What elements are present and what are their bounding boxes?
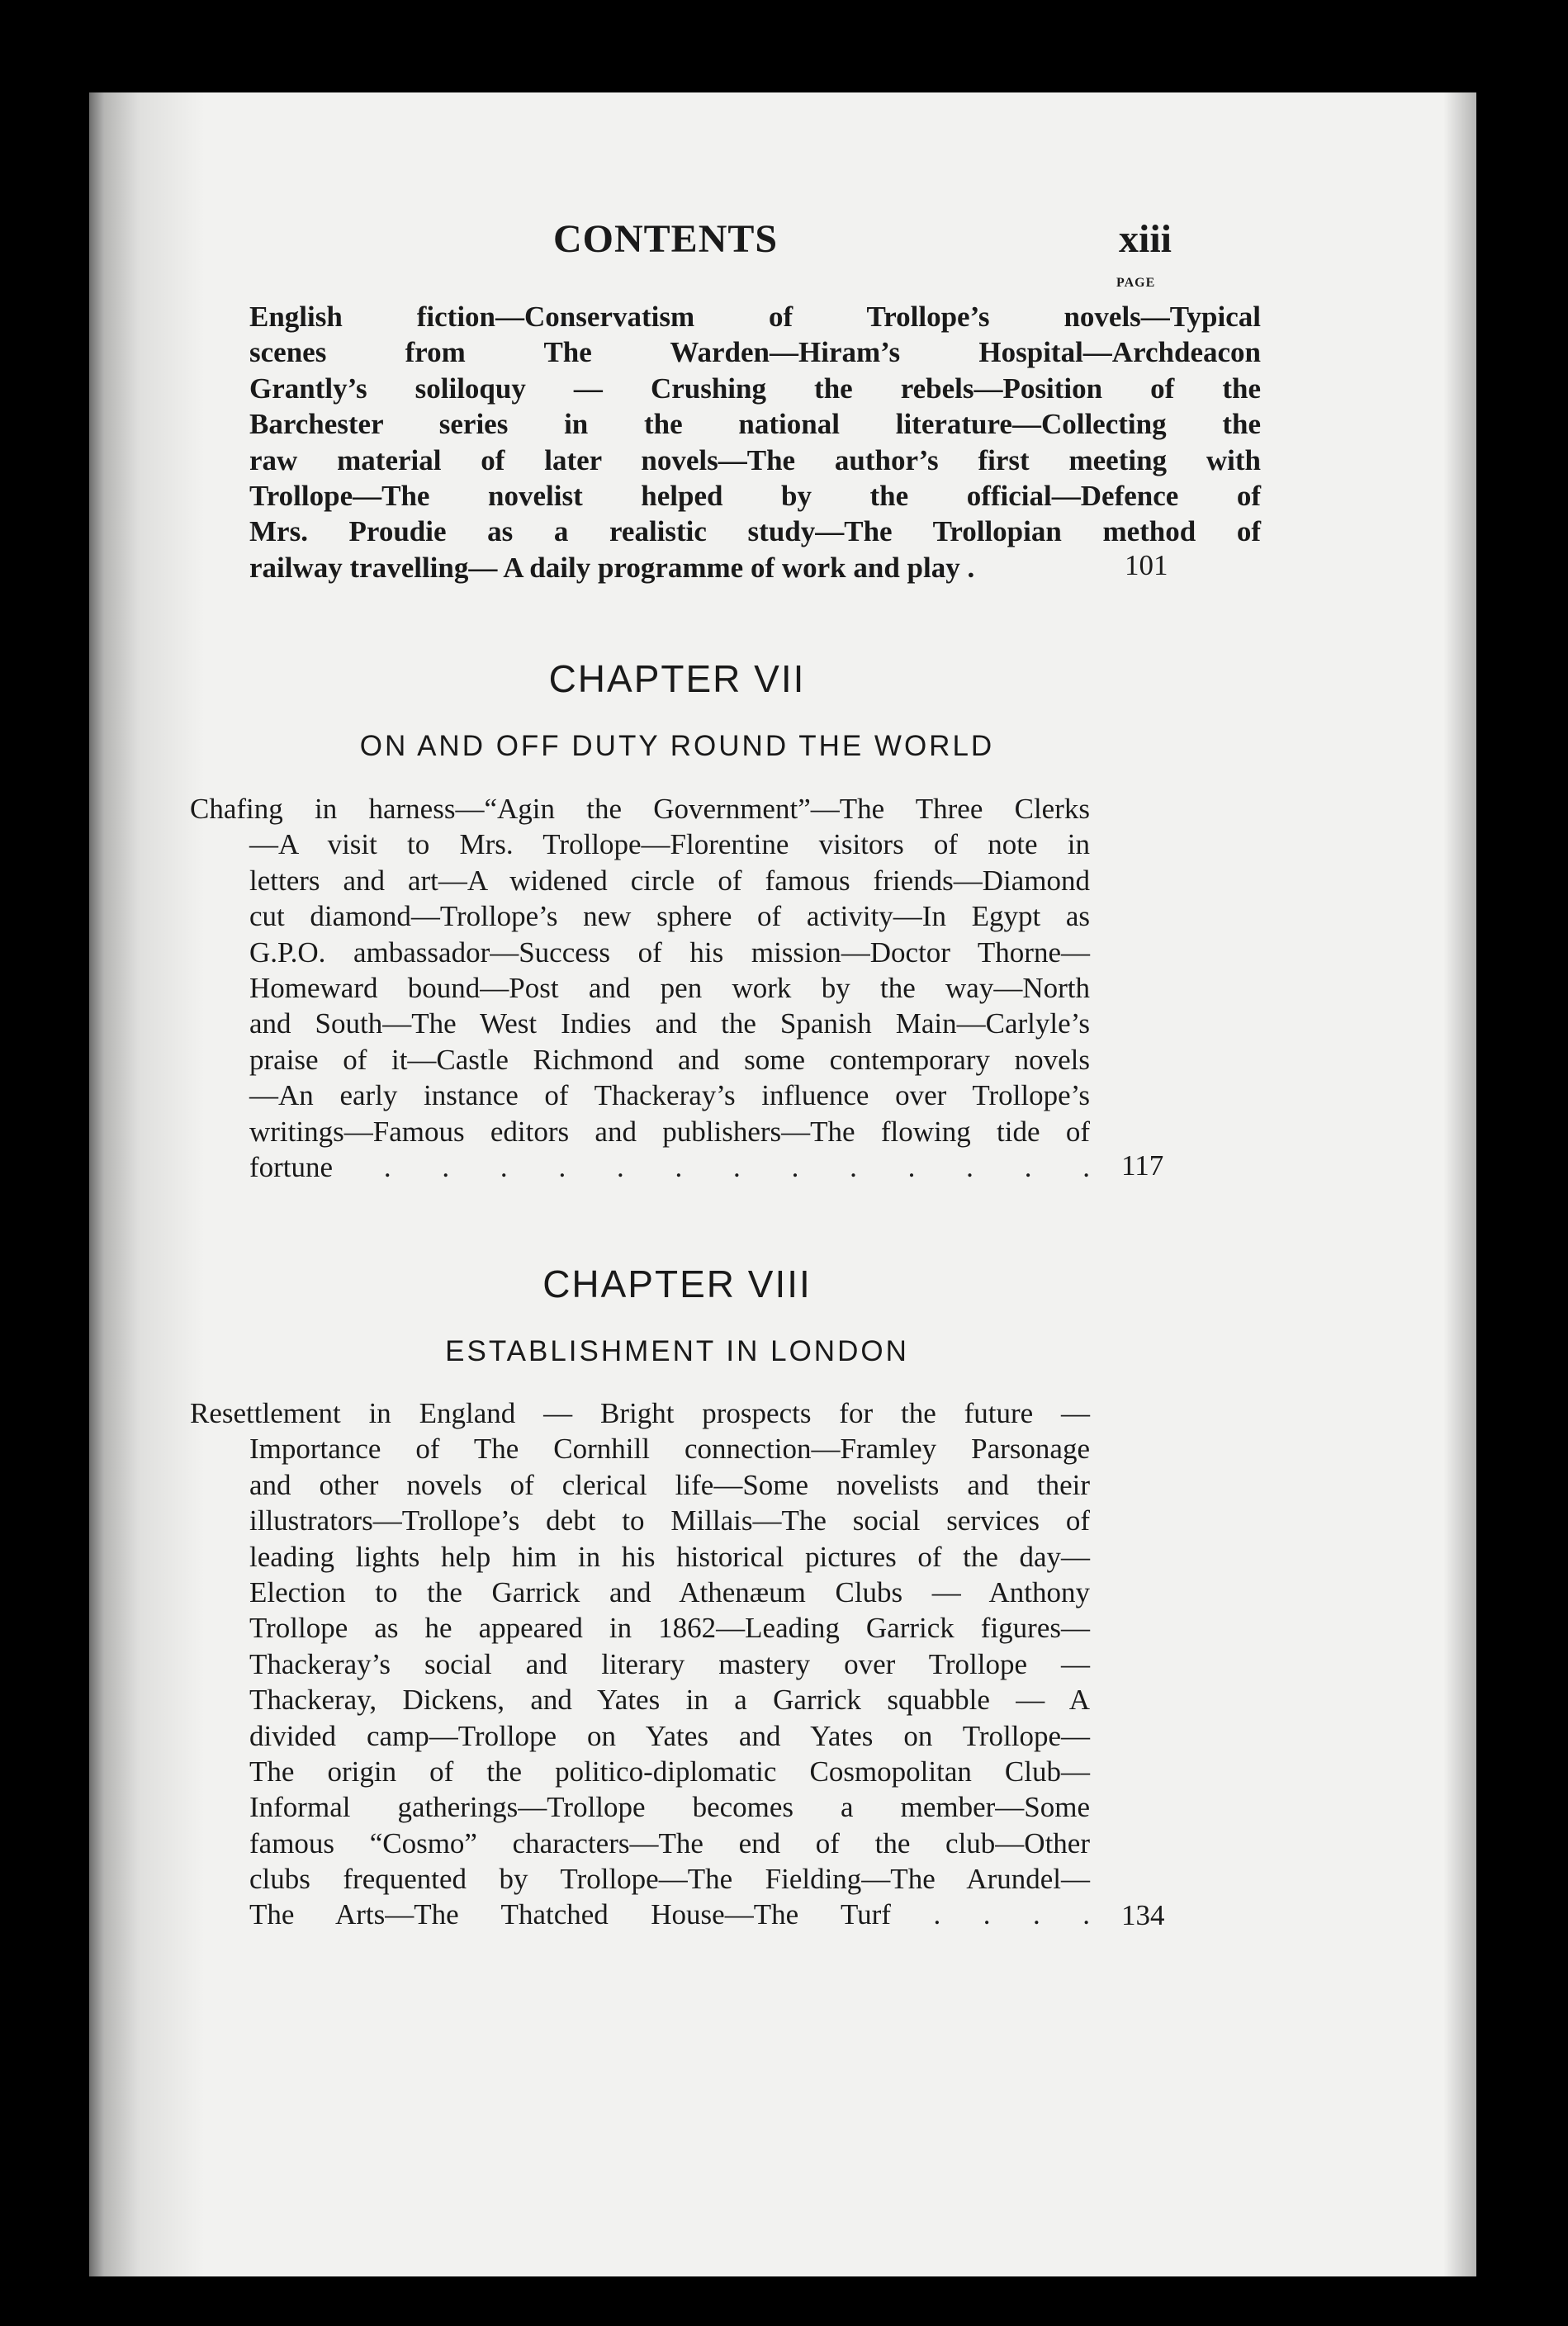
synopsis-line: Chafing in harness—“Agin the Government”—The Three Clerks bbox=[190, 793, 1090, 825]
synopsis-line: raw material of later novels—The author’s first meeting with bbox=[249, 443, 1261, 476]
chapter-viii-synopsis bbox=[190, 1395, 1090, 1933]
synopsis-line: Mrs. Proudie as a realistic study—The Trollopian method of bbox=[249, 515, 1261, 548]
synopsis-line: The Arts—The Thatched House—The Turf . . . . bbox=[249, 1898, 1090, 1931]
synopsis-line: fortune . . . . . . . . . . . . . bbox=[249, 1150, 1090, 1183]
synopsis-line: letters and art—A widened circle of famous friends—Diamond bbox=[249, 864, 1090, 897]
synopsis-line: leading lights help him in his historical pictures of the day— bbox=[249, 1540, 1090, 1573]
synopsis-line: Barchester series in the national literature—Collecting the bbox=[249, 408, 1261, 441]
chapter-viii-heading: CHAPTER VIII bbox=[542, 1262, 812, 1305]
synopsis-line: The origin of the politico-diplomatic Cosmopolitan Club— bbox=[249, 1755, 1090, 1788]
synopsis-line: railway travelling— A daily programme of work and play . bbox=[249, 551, 975, 584]
chapter-vii-subheading: ON AND OFF DUTY ROUND THE WORLD bbox=[359, 730, 995, 762]
synopsis-line: divided camp—Trollope on Yates and Yates on Trollope— bbox=[249, 1719, 1090, 1752]
synopsis-line: Homeward bound—Post and pen work by the way—North bbox=[249, 971, 1090, 1004]
chapter-vi-synopsis bbox=[249, 299, 1261, 585]
chapter-vii-heading: CHAPTER VII bbox=[548, 657, 806, 700]
synopsis-line: cut diamond—Trollope’s new sphere of activity—In Egypt as bbox=[249, 900, 1090, 933]
chapter-vii-synopsis bbox=[190, 791, 1090, 1185]
synopsis-line: Importance of The Cornhill connection—Framley Parsonage bbox=[249, 1433, 1090, 1466]
synopsis-line: G.P.O. ambassador—Success of his mission—Doctor Thorne— bbox=[249, 936, 1090, 969]
folio-number: xiii bbox=[1119, 217, 1172, 261]
running-head bbox=[0, 216, 1568, 266]
running-title: CONTENTS bbox=[553, 217, 779, 261]
synopsis-line: praise of it—Castle Richmond and some contemporary novels bbox=[249, 1043, 1090, 1076]
synopsis-line: illustrators—Trollope’s debt to Millais—The social services of bbox=[249, 1504, 1090, 1537]
synopsis-line: Informal gatherings—Trollope becomes a member—Some bbox=[249, 1791, 1090, 1824]
page-column-label: PAGE bbox=[1116, 276, 1156, 290]
synopsis-line: Resettlement in England — Bright prospects for the future — bbox=[190, 1397, 1090, 1429]
synopsis-line: writings—Famous editors and publishers—The flowing tide of bbox=[249, 1115, 1090, 1148]
synopsis-line: —An early instance of Thackeray’s influence over Trollope’s bbox=[249, 1079, 1090, 1112]
chapter-viii-subheading: ESTABLISHMENT IN LONDON bbox=[445, 1335, 909, 1367]
synopsis-line: Grantly’s soliloquy — Crushing the rebels—Position of the bbox=[249, 372, 1261, 405]
synopsis-line: Election to the Garrick and Athenæum Clubs — Anthony bbox=[249, 1575, 1090, 1608]
synopsis-line: Thackeray’s social and literary mastery over Trollope — bbox=[249, 1647, 1090, 1680]
synopsis-line: English fiction—Conservatism of Trollope’s novels—Typical bbox=[249, 301, 1261, 333]
chapter-vii-page-number: 117 bbox=[1121, 1149, 1164, 1182]
synopsis-line: famous “Cosmo” characters—The end of the club—Other bbox=[249, 1826, 1090, 1859]
chapter-viii-page-number: 134 bbox=[1121, 1899, 1165, 1931]
synopsis-line: Trollope—The novelist helped by the official—Defence of bbox=[249, 479, 1261, 512]
chapter-vi-page-number: 101 bbox=[1125, 549, 1168, 581]
synopsis-line: Trollope as he appeared in 1862—Leading Garrick figures— bbox=[249, 1612, 1090, 1645]
synopsis-line: and other novels of clerical life—Some novelists and their bbox=[249, 1468, 1090, 1501]
synopsis-line: Thackeray, Dickens, and Yates in a Garrick squabble — A bbox=[249, 1684, 1090, 1717]
synopsis-line: clubs frequented by Trollope—The Fielding—The Arundel— bbox=[249, 1863, 1090, 1896]
synopsis-line: scenes from The Warden—Hiram’s Hospital—Archdeacon bbox=[249, 336, 1261, 369]
synopsis-line: —A visit to Mrs. Trollope—Florentine visitors of note in bbox=[249, 828, 1090, 861]
synopsis-line: and South—The West Indies and the Spanish Main—Carlyle’s bbox=[249, 1007, 1090, 1040]
